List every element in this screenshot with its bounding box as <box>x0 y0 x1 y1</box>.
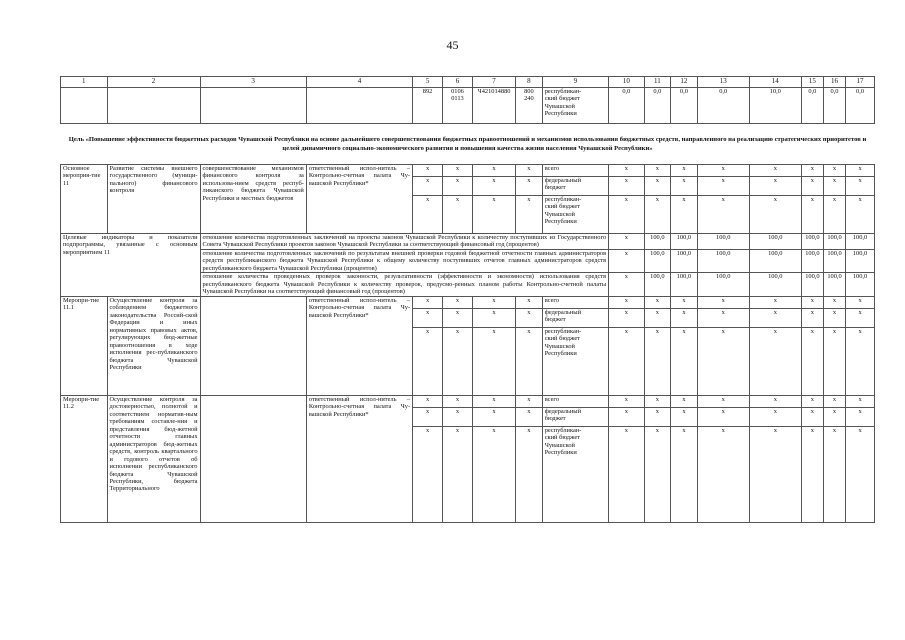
col-number: 4 <box>306 77 412 88</box>
indicator-text: отношение количества подготовленных заключений на проекты законов Чувашской Республики к количеству поступивших из Государственного Совета Чувашской Республики проектов законов Чувашской Республики за соответствующий финансовый год (процентов) <box>200 233 609 249</box>
activity-type: Меропри-тие 11.2 <box>61 395 108 522</box>
value-cell: 0,0 <box>671 88 698 124</box>
page-number: 45 <box>446 38 459 52</box>
value-cell: 0,0 <box>609 88 644 124</box>
indicator-text: отношение количества проведенных проверок законности, результативности (эффективности и экономности) использования средств республиканского бюджета Чувашской Республики к количеству проверок, предусмо-ренных планом работы Контрольно-счетной палаты Чувашской Республики на соответствующий финансовый год (процентов) <box>200 273 609 296</box>
indicator-text: отношение количества подготовленных заключений по результатам внешней проверки годовой бюджетной отчетности главных администраторов средств республиканского бюджета Чувашской Республики к общему количеству поступивших отчетов главных администраторов средств республиканского бюджета Чувашской Республики (процентов) <box>200 249 609 272</box>
source-cell: республикан- ский бюджет Чувашской Республики <box>542 426 608 522</box>
source-cell: республикан- ский бюджет Чувашской Республики <box>542 88 608 124</box>
activity-name: Развитие системы внешнего государственного (муници-пального) финансового контроля <box>107 164 200 233</box>
col-number: 5 <box>413 77 443 88</box>
col-number: 3 <box>200 77 306 88</box>
col-number: 12 <box>671 77 698 88</box>
source-cell: федеральный бюджет <box>542 176 608 195</box>
vr-cell: 800 240 <box>516 88 543 124</box>
activity-executor: ответственный испол-нитель – Контрольно-счетная палата Чу-вашской Республики* <box>306 164 412 233</box>
table-row: Меропри-тие 11.1 Осуществление контроля за соблюдением бюджетного законодательства Россий-ской Федерации и иных нормативных правовых актов, регулирующих бюд-жетные правоотношения в ходе исполнения рес-публиканского бюджета Чувашской Республики ответственный испол-нитель – Контрольно-счетная палата Чу-вашской Республики* х х х х всего х х х х х х х х <box>61 296 875 308</box>
value-cell: 0,0 <box>846 88 875 124</box>
table-row: Меропри-тие 11.2 Осуществление контроля за достоверностью, полнотой и соответствием норматив-ным требованиям составле-ния и представления бюд-жетной отчетности главных администраторов бюд-жетных средств, контроль квартального и годового отчетов об исполнении республиканского бюджета Чувашской Республики, бюджета Территориального ответственный испол-нитель – Контрольно-счетная палата Чу-вашской Республики* х х х х всего х х х х х х х х <box>61 395 875 407</box>
col-number: 14 <box>749 77 801 88</box>
value-cell: 0,0 <box>697 88 749 124</box>
table-row: х х х х федеральный бюджет х х х х х х х х <box>61 308 875 327</box>
indicators-label: Целевые индикаторы и показатели подпрограммы, увязанные с основным мероприятием 11 <box>61 233 201 296</box>
col-number: 6 <box>443 77 473 88</box>
table-row: х х х х федеральный бюджет х х х х х х х х <box>61 407 875 426</box>
goal-text: Цель «Повышение эффективности бюджетных расходов Чувашской Республики на основе дальнейшего совершенствования бюджетных правоотношений и механизмов использования бюджетных средств, направленного на реализацию стратегических приоритетов и целей динамичного социально-экономического развития и повышения качества жизни населения Чувашской Республики» <box>61 124 875 165</box>
activity-type: Основное мероприя-тие 11 <box>61 164 108 233</box>
program-table <box>60 76 875 523</box>
indicator-row: отношение количества подготовленных заключений по результатам внешней проверки годовой бюджетной отчетности главных администраторов средств республиканского бюджета Чувашской Республики к общему количеству поступивших отчетов главных администраторов средств республиканского бюджета Чувашской Республики (процентов) х 100,0 100,0 100,0 100,0 100,0 100,0 100,0 <box>61 249 875 272</box>
table-row: х х х х федеральный бюджет х х х х х х х х <box>61 176 875 195</box>
source-cell: всего <box>542 395 608 407</box>
col-number: 9 <box>542 77 608 88</box>
col-number: 10 <box>609 77 644 88</box>
value-cell: 10,0 <box>749 88 801 124</box>
goal-row <box>61 124 875 165</box>
col-number: 2 <box>107 77 200 88</box>
value-cell: 0,0 <box>823 88 845 124</box>
source-cell: республикан- ский бюджет Чувашской Республики <box>542 327 608 395</box>
activity-name: Осуществление контроля за соблюдением бюджетного законодательства Россий-ской Федерации и иных нормативных правовых актов, регулирующих бюд-жетные правоотношения в ходе исполнения рес-публиканского бюджета Чувашской Республики <box>107 296 200 395</box>
activity-executor: ответственный испол-нитель – Контрольно-счетная палата Чу-вашской Республики* <box>306 395 412 522</box>
source-cell: федеральный бюджет <box>542 308 608 327</box>
col-number: 16 <box>823 77 845 88</box>
activity-type: Меропри-тие 11.1 <box>61 296 108 395</box>
indicator-row: отношение количества проведенных проверок законности, результативности (эффективности и экономности) использования средств республиканского бюджета Чувашской Республики к количеству проверок, предусмо-ренных планом работы Контрольно-счетной палаты Чувашской Республики на соответствующий финансовый год (процентов) х 100,0 100,0 100,0 100,0 100,0 100,0 100,0 <box>61 273 875 296</box>
source-cell: республикан- ский бюджет Чувашской Республики <box>542 195 608 233</box>
value-cell: 0,0 <box>801 88 823 124</box>
value-cell: 0,0 <box>644 88 671 124</box>
table-row: Основное мероприя-тие 11 Развитие системы внешнего государственного (муници-пального) финансового контроля совершенствование механизмов финансового контроля за использова-нием средств респуб-ликанского бюджета Чувашской Республики и местных бюджетов ответственный испол-нитель – Контрольно-счетная палата Чу-вашской Республики* х х х х всего х х х х х х х х <box>61 164 875 176</box>
source-cell: всего <box>542 296 608 308</box>
col-number: 7 <box>472 77 515 88</box>
rz-cell: 0106 0113 <box>443 88 473 124</box>
source-cell: федеральный бюджет <box>542 407 608 426</box>
col-number: 8 <box>516 77 543 88</box>
grbs-cell: 892 <box>413 88 443 124</box>
activity-executor: ответственный испол-нитель – Контрольно-счетная палата Чу-вашской Республики* <box>306 296 412 395</box>
source-cell: всего <box>542 164 608 176</box>
col-number: 13 <box>697 77 749 88</box>
col-number: 1 <box>61 77 108 88</box>
indicator-row: Целевые индикаторы и показатели подпрограммы, увязанные с основным мероприятием 11 отношение количества подготовленных заключений на проекты законов Чувашской Республики к количеству поступивших из Государственного Совета Чувашской Республики проектов законов Чувашской Республики за соответствующий финансовый год (процентов) х 100,0 100,0 100,0 100,0 100,0 100,0 100,0 <box>61 233 875 249</box>
activity-task: совершенствование механизмов финансового контроля за использова-нием средств респуб-ликанского бюджета Чувашской Республики и местных бюджетов <box>200 164 306 233</box>
col-number: 11 <box>644 77 671 88</box>
csr-cell: Ч421014880 <box>472 88 515 124</box>
col-number: 17 <box>846 77 875 88</box>
table-row: х х х х республикан- ский бюджет Чувашской Республики х х х х х х х х <box>61 195 875 233</box>
col-number: 15 <box>801 77 823 88</box>
activity-name: Осуществление контроля за достоверностью, полнотой и соответствием норматив-ным требованиям составле-ния и представления бюд-жетной отчетности главных администраторов бюд-жетных средств, контроль квартального и годового отчетов об исполнении республиканского бюджета Чувашской Республики, бюджета Территориального <box>107 395 200 522</box>
table-row <box>61 88 875 124</box>
column-number-row <box>61 77 875 88</box>
table-row: х х х х республикан- ский бюджет Чувашской Республики х х х х х х х х <box>61 327 875 395</box>
table-row: х х х х республикан- ский бюджет Чувашской Республики х х х х х х х х <box>61 426 875 522</box>
